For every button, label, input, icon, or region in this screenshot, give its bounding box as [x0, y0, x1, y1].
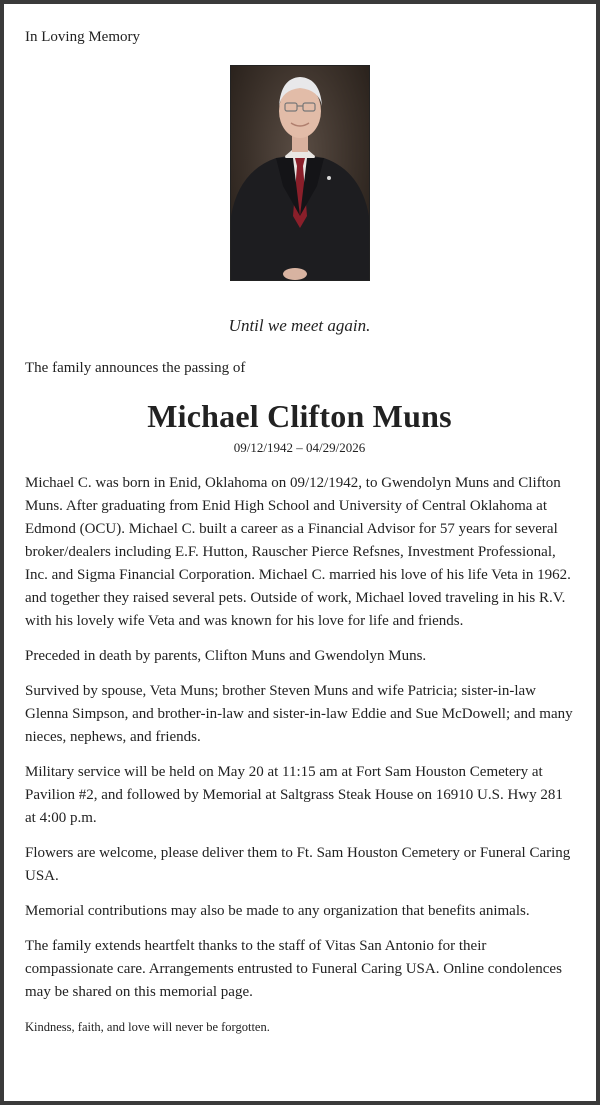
obituary-paragraph-thanks: The family extends heartfelt thanks to the staff of Vitas San Antonio for their compassionate care. Arrangements entrusted to Funeral Caring USA. Online condolences may be shared on this memorial page. — [25, 938, 562, 1000]
photo-container — [25, 65, 574, 286]
obituary-paragraph-preceded: Preceded in death by parents, Clifton Muns and Gwendolyn Muns. — [25, 648, 427, 664]
obituary-paragraph-contributions: Memorial contributions may also be made to any organization that benefits animals. — [25, 903, 530, 919]
obituary-paragraph-survived: Survived by spouse, Veta Muns; brother Steven Muns and wife Patricia; sister-in-law Glenna Simpson, and brother-in-law and sister-in-law Eddie and Sue McDowell; and many nieces, nephews, and friends. — [25, 683, 573, 745]
obituary-paragraph-service: Military service will be held on May 20 at 11:15 am at Fort Sam Houston Cemetery at Pavilion #2, and followed by Memorial at Saltgrass Steak House on 16910 U.S. Hwy 281 at 4:00 p.m. — [25, 764, 563, 826]
announcement-text: The family announces the passing of — [25, 360, 246, 376]
portrait-photo-icon — [231, 66, 369, 280]
portrait-photo — [230, 65, 370, 281]
obituary-paragraph-biography: Michael C. was born in Enid, Oklahoma on 09/12/1942, to Gwendolyn Muns and Clifton Muns. After graduating from Enid High School and University of Central Oklahoma at Edmond (OCU). Michael C. built a career as a Financial Advisor for 57 years for several broker/dealers including E.F. Hutton, Rauscher Pierce Refsnes, Investment Professional, Inc. and Sigma Financial Corporation. Michael C. married his love of his life Veta in 1962. and together they raised several pets. Outside of work, Michael loved traveling in his R.V. with his lovely wife Veta and was known for his love for life and friends. — [25, 475, 571, 629]
page-heading: In Loving Memory — [25, 29, 140, 45]
obituary-paragraph-flowers: Flowers are welcome, please deliver them to Ft. Sam Houston Cemetery or Funeral Caring USA. — [25, 845, 571, 884]
life-dates: 09/12/1942 – 04/29/2026 — [233, 440, 366, 455]
memorial-quote: Until we meet again. — [228, 316, 371, 335]
closing-line: Kindness, faith, and love will never be forgotten. — [25, 1020, 270, 1034]
deceased-name: Michael Clifton Muns — [147, 398, 452, 434]
